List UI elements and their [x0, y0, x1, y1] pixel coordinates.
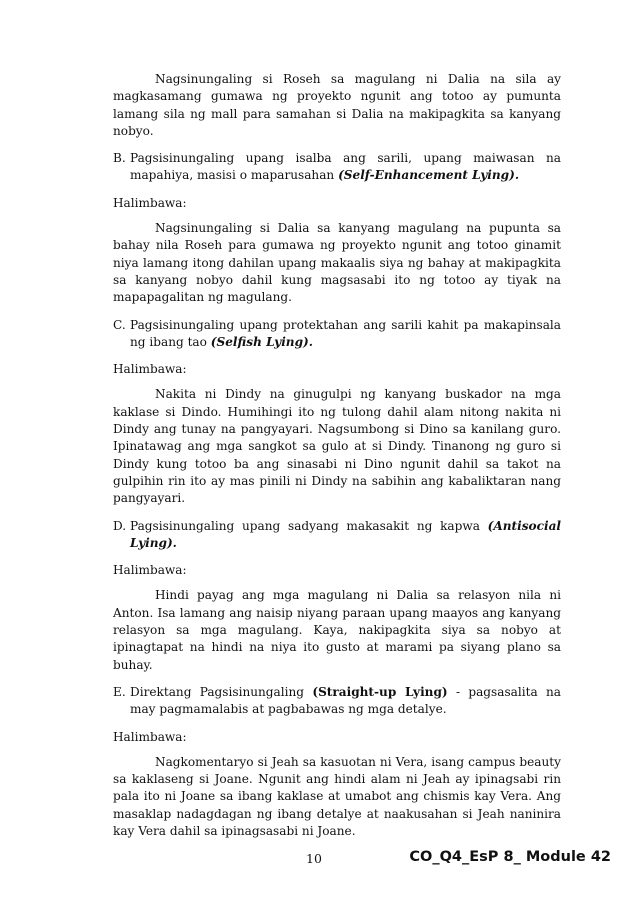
list-description: Direktang Pagsisinungaling — [130, 684, 313, 699]
list-letter: C. — [113, 317, 126, 332]
list-text — [130, 317, 561, 352]
list-description: Pagsisinungaling upang sadyang makasakit ng kapwa — [130, 518, 488, 533]
list-item-d — [113, 518, 561, 553]
list-description: Pagsisinungaling upang protektahan ang sarili kahit pa makapinsala ng ibang tao — [130, 317, 561, 349]
page-content — [113, 71, 561, 850]
list-term: (Antisocial Lying). — [130, 518, 561, 550]
list-item-c — [113, 317, 561, 352]
halimbawa-label: Halimbawa: — [113, 195, 187, 210]
list-term: (Selfish Lying). — [210, 334, 313, 349]
list-description-cont: - pagsasalita na may pagmamalabis at pagbabawas ng mga detalye. — [130, 684, 561, 717]
example-paragraph-c: Nakita ni Dindy na ginugulpi ng kanyang buskador na mga kaklase si Dindo. Humihingi ito ng tulong dahil alam nitong nakita ni Dindy ang tunay na pangyayari. Nagsumbong si Dino sa kanilang guro. Ipinatawag ang mga sangkot sa gulo at si Dindy. Tinanong ng guro si Dindy kung totoo ba ang sinasabi ni Dino ngunit dahil sa takot na gulpihin rin ito ay mas pinili ni Dindy na sabihin ang kabaliktaran nang pangyayari. — [113, 387, 561, 506]
list-letter: E. — [113, 684, 126, 699]
example-paragraph-e: Nagkomentaryo si Jeah sa kasuotan ni Vera, isang campus beauty sa kaklaseng si Joane. Ngunit ang hindi alam ni Jeah ay ipinagsabi rin pala ito ni Joane sa ibang kaklase at umabot ang chismis kay Vera. Ang masaklap nadagdagan ng ibang detalye at naakusahan si Jeah naninira kay Vera dahil sa ipinagsasabi ni Joane. — [113, 754, 561, 838]
list-item-b — [113, 150, 561, 185]
list-term: (Straight-up Lying) — [312, 684, 448, 699]
example-paragraph-b: Nagsinungaling si Dalia sa kanyang magulang na pupunta sa bahay nila Roseh para gumawa ng proyekto ngunit ang totoo ginamit niya lamang itong dahilan upang makaalis siya ng bahay at makipagkita sa kanyang nobyo dahil kung magsasabi ito ng totoo ay tiyak na mapapagalitan ng magulang. — [113, 221, 561, 305]
module-code: CO_Q4_EsP 8_ Module 42 — [409, 849, 611, 865]
list-term: (Self-Enhancement Lying). — [338, 168, 520, 183]
list-letter: B. — [113, 151, 126, 166]
page-number: 10 — [306, 851, 322, 866]
list-description: Pagsisinungaling upang isalba ang sarili, upang maiwasan na mapahiya, masisi o maparusahan — [130, 151, 561, 183]
halimbawa-label: Halimbawa: — [113, 729, 187, 744]
list-letter: D. — [113, 518, 127, 533]
halimbawa-label: Halimbawa: — [113, 362, 187, 377]
list-item-e — [113, 684, 561, 719]
example-paragraph-a: Nagsinungaling si Roseh sa magulang ni Dalia na sila ay magkasamang gumawa ng proyekto ngunit ang totoo ay pumunta lamang sila ng mall para samahan si Dalia na makipagkita sa kanyang nobyo. — [113, 72, 561, 138]
halimbawa-label: Halimbawa: — [113, 563, 187, 578]
list-text — [130, 518, 561, 553]
list-text — [130, 684, 561, 719]
list-text — [130, 150, 561, 185]
example-paragraph-d: Hindi payag ang mga magulang ni Dalia sa relasyon nila ni Anton. Isa lamang ang naisip niyang paraan upang maayos ang kanyang relasyon sa mga magulang. Kaya, nakipagkita siya sa nobyo at ipinagtapat na hindi na niya ito gusto at marami pa siyang plano sa buhay. — [113, 588, 561, 672]
